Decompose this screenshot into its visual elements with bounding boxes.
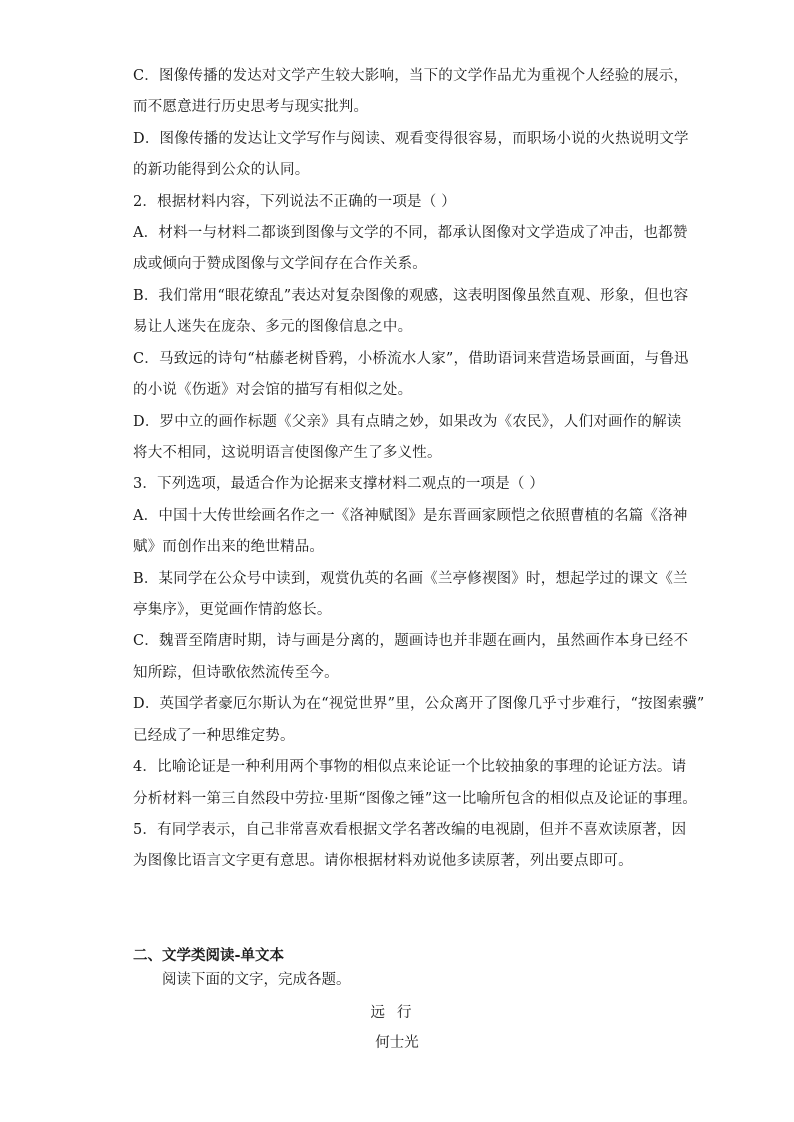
text-line: 知所踪，但诗歌依然流传至今。 [133,665,339,681]
text-line: D．英国学者豪厄尔斯认为在“视觉世界”里，公众离开了图像几乎寸步难行，“按图索骥” [133,696,705,712]
text-line: C．图像传播的发达对文学产生较大影响，当下的文学作品尤为重视个人经验的展示， [133,68,689,84]
text-line: C．魏晋至隋唐时期，诗与画是分离的，题画诗也并非题在画内，虽然画作本身已经不 [133,633,689,649]
text-line: D．罗中立的画作标题《父亲》具有点睛之妙，如果改为《农民》，人们对画作的解读 [133,414,682,430]
text-line: A．材料一与材料二都谈到图像与文学的不同，都承认图像对文学造成了冲击，也都赞 [133,225,688,241]
question-3-stem: 3．下列选项，最适合作为论据来支撑材料二观点的一项是（ ） [133,476,545,492]
article-title: 远行 [370,1005,424,1021]
text-line: 成或倾向于赞成图像与文学间存在合作关系。 [133,256,427,272]
section-heading: 二、文学类阅读-单文本 [133,947,285,964]
text-line: 已经成了一种思维定势。 [133,728,295,744]
text-line: 将大不相同，这说明语言使图像产生了多义性。 [133,445,442,461]
section-instruction: 阅读下面的文字，完成各题。 [162,972,351,988]
text-line: C．马致远的诗句“枯藤老树昏鸦，小桥流水人家”，借助语词来营造场景画面，与鲁迅 [133,351,689,367]
question-5-stem: 5．有同学表示，自己非常喜欢看根据文学名著改编的电视剧，但并不喜欢读原著，因 [133,822,687,838]
text-line: 而不愿意进行历史思考与现实批判。 [133,99,369,115]
article-author: 何士光 [375,1035,419,1051]
text-line: A．中国十大传世绘画名作之一《洛神赋图》是东晋画家顾恺之依照曹植的名篇《洛神 [133,508,688,524]
text-line: 的新功能得到公众的认同。 [133,162,310,178]
text-line: D．图像传播的发达让文学写作与阅读、观看变得很容易，而职场小说的火热说明文学 [133,131,689,147]
text-line: 赋》而创作出来的绝世精品。 [133,539,325,555]
text-line: B．我们常用“眼花缭乱”表达对复杂图像的观感，这表明图像虽然直观、形象，但也容 [133,288,689,304]
text-line: 的小说《伤逝》对会馆的描写有相似之处。 [133,382,413,398]
question-4-stem: 4．比喻论证是一种利用两个事物的相似点来论证一个比较抽象的事理的论证方法。请 [133,759,687,775]
text-line: 为图像比语言文字更有意思。请你根据材料劝说他多读原著，列出要点即可。 [133,853,633,869]
question-2-stem: 2．根据材料内容，下列说法不正确的一项是（ ） [133,194,456,210]
text-line: 分析材料一第三自然段中劳拉·里斯“图像之锤”这一比喻所包含的相似点及论证的事理。 [133,791,697,807]
text-line: 亭集序》，更觉画作情韵悠长。 [133,602,332,618]
text-line: 易让人迷失在庞杂、多元的图像信息之中。 [133,319,413,335]
text-line: B．某同学在公众号中读到，观赏仇英的名画《兰亭修禊图》时，想起学过的课文《兰 [133,571,688,587]
